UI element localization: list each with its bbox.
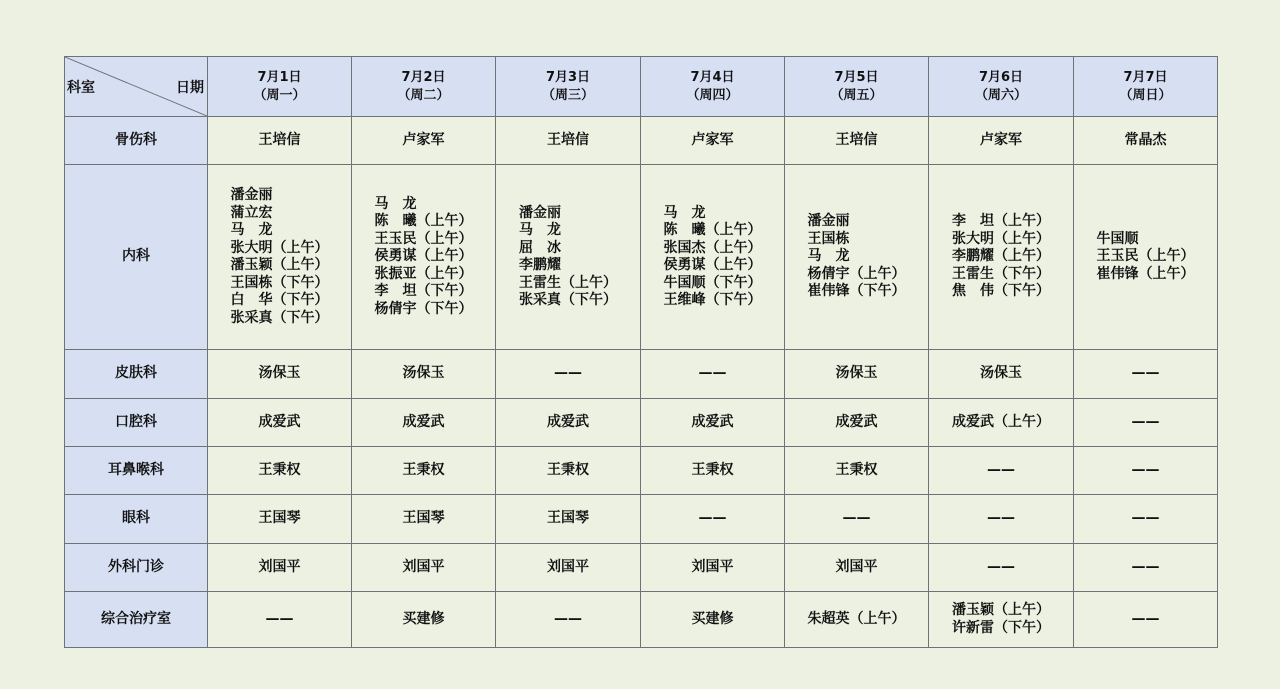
schedule-cell — [496, 544, 641, 592]
schedule-cell — [785, 165, 929, 350]
day-weekday: （周日） — [1119, 87, 1172, 103]
staff-entry: 刘国平 — [547, 558, 589, 575]
schedule-cell — [1074, 117, 1218, 165]
staff-list — [692, 414, 734, 432]
staff-entry: 牛国顺 — [1096, 230, 1139, 247]
schedule-cell — [929, 592, 1074, 648]
staff-entry: 杨倩宇（上午） — [807, 265, 906, 282]
staff-entry: 杨倩宇（下午） — [374, 300, 473, 317]
staff-list — [836, 365, 878, 383]
day-date: 7月4日 — [690, 69, 735, 85]
schedule-cell — [352, 495, 496, 544]
day-weekday: （周二） — [397, 87, 450, 103]
staff-entry: 汤保玉 — [258, 365, 301, 382]
staff-entry: 潘玉颖（上午） — [952, 602, 1050, 618]
table-row — [65, 350, 1218, 399]
staff-entry: 马 龙 — [663, 204, 706, 221]
schedule-cell — [641, 399, 785, 447]
staff-entry: 成爱武 — [258, 413, 301, 430]
staff-entry: 李鹏耀 — [519, 257, 561, 273]
day-date: 7月1日 — [257, 69, 302, 85]
schedule-cell — [929, 447, 1074, 495]
staff-entry: —— — [1131, 610, 1160, 627]
staff-list — [519, 205, 617, 310]
day-header-3 — [496, 57, 641, 117]
schedule-cell — [641, 447, 785, 495]
staff-entry: 马 龙 — [807, 248, 850, 265]
day-header-7 — [1074, 57, 1218, 117]
staff-list — [987, 559, 1015, 577]
department-name: 外科门诊 — [65, 544, 208, 592]
staff-entry: 王国琴 — [547, 510, 589, 527]
staff-entry: —— — [842, 510, 871, 527]
staff-list — [259, 510, 301, 528]
staff-list — [808, 213, 906, 301]
staff-entry: 屈 冰 — [519, 239, 561, 256]
table-row — [65, 447, 1218, 495]
corner-label-department: 科室 — [67, 80, 95, 96]
staff-list — [375, 196, 473, 319]
staff-list — [547, 414, 589, 432]
staff-list — [808, 611, 906, 629]
staff-entry: 卢家军 — [691, 131, 734, 148]
day-header-5 — [785, 57, 929, 117]
staff-entry: 陈 曦（上午） — [663, 222, 762, 238]
staff-list — [259, 559, 301, 577]
staff-list — [547, 559, 589, 577]
staff-entry: 王国琴 — [258, 510, 301, 527]
table-row — [65, 544, 1218, 592]
staff-entry: —— — [1131, 461, 1160, 478]
staff-list — [692, 559, 734, 577]
staff-entry: 李 坦（上午） — [952, 213, 1050, 230]
schedule-cell — [496, 117, 641, 165]
staff-entry: 白 华（下午） — [230, 292, 329, 308]
header-row — [65, 57, 1218, 117]
staff-list — [266, 611, 294, 629]
staff-list — [699, 365, 727, 383]
staff-list — [403, 559, 445, 577]
staff-entry: 张大明（上午） — [230, 239, 329, 256]
schedule-cell — [785, 592, 929, 648]
staff-entry: 李鹏耀（上午） — [952, 248, 1050, 265]
schedule-cell — [1074, 592, 1218, 648]
schedule-cell — [208, 399, 352, 447]
staff-entry: 王国栋（下午） — [230, 274, 329, 291]
staff-entry: 王雷生（上午） — [519, 274, 617, 291]
staff-entry: 许新雷（下午） — [952, 619, 1050, 636]
staff-list — [259, 132, 301, 150]
table-row — [65, 592, 1218, 648]
staff-entry: 张国杰（上午） — [663, 239, 762, 256]
staff-entry: 潘金丽 — [230, 187, 273, 203]
staff-list — [403, 365, 445, 383]
schedule-cell — [929, 350, 1074, 399]
day-weekday: （周四） — [686, 87, 739, 103]
staff-list — [554, 365, 582, 383]
schedule-cell — [352, 117, 496, 165]
staff-entry: 崔伟锋（上午） — [1096, 265, 1195, 282]
schedule-cell — [208, 350, 352, 399]
department-name: 口腔科 — [65, 399, 208, 447]
schedule-cell — [352, 592, 496, 648]
schedule-cell — [496, 399, 641, 447]
staff-entry: —— — [265, 610, 294, 627]
duty-schedule-table — [64, 56, 1218, 648]
staff-entry: 马 龙 — [230, 222, 273, 238]
staff-entry: 刘国平 — [691, 558, 734, 575]
staff-list — [692, 611, 734, 629]
schedule-cell — [208, 117, 352, 165]
staff-list — [843, 510, 871, 528]
staff-entry: 买建修 — [691, 610, 734, 627]
schedule-cell — [496, 165, 641, 350]
staff-entry: 刘国平 — [402, 558, 445, 575]
staff-entry: 王国琴 — [402, 510, 445, 527]
staff-list — [403, 462, 445, 480]
staff-list — [403, 414, 445, 432]
schedule-cell — [1074, 165, 1218, 350]
staff-entry: 牛国顺（下午） — [663, 274, 762, 291]
schedule-cell — [929, 165, 1074, 350]
staff-list — [231, 187, 329, 327]
staff-entry: 成爱武 — [402, 413, 445, 430]
staff-list — [1132, 559, 1160, 577]
staff-entry: 卢家军 — [402, 131, 445, 148]
staff-entry: 王维峰（下午） — [663, 292, 762, 308]
day-header-6 — [929, 57, 1074, 117]
staff-entry: 崔伟锋（下午） — [807, 283, 906, 300]
staff-entry: 买建修 — [402, 610, 445, 627]
staff-entry: 卢家军 — [980, 131, 1022, 148]
staff-entry: 王玉民（上午） — [374, 230, 473, 247]
staff-entry: 王秉权 — [258, 461, 301, 478]
day-date: 7月2日 — [401, 69, 446, 85]
staff-entry: 马 龙 — [519, 222, 561, 238]
schedule-cell — [496, 495, 641, 544]
table-row — [65, 495, 1218, 544]
staff-entry: 王秉权 — [402, 461, 445, 478]
staff-list — [554, 611, 582, 629]
staff-list — [403, 510, 445, 528]
staff-list — [259, 365, 301, 383]
staff-list — [699, 510, 727, 528]
schedule-cell — [496, 350, 641, 399]
staff-entry: 陈 曦（上午） — [374, 213, 473, 230]
staff-list — [952, 213, 1050, 301]
staff-list — [1132, 611, 1160, 629]
staff-list — [692, 132, 734, 150]
staff-entry: 汤保玉 — [980, 365, 1022, 382]
staff-entry: 王培信 — [547, 131, 589, 148]
staff-list — [403, 132, 445, 150]
day-date: 7月3日 — [545, 69, 591, 85]
schedule-cell — [1074, 495, 1218, 544]
table-row — [65, 117, 1218, 165]
staff-entry: 马 龙 — [374, 195, 417, 212]
staff-list — [259, 462, 301, 480]
staff-entry: 蒲立宏 — [230, 204, 273, 221]
schedule-cell — [208, 165, 352, 350]
staff-entry: —— — [987, 558, 1015, 575]
schedule-cell — [641, 350, 785, 399]
schedule-cell — [785, 117, 929, 165]
staff-list — [836, 414, 878, 432]
staff-entry: 张采真（下午） — [230, 309, 329, 326]
staff-entry: 张采真（下午） — [519, 292, 617, 308]
schedule-cell — [208, 495, 352, 544]
day-header-4 — [641, 57, 785, 117]
schedule-cell — [641, 117, 785, 165]
staff-list — [1132, 414, 1160, 432]
corner-label-date: 日期 — [176, 80, 204, 96]
day-weekday: （周五） — [830, 87, 883, 103]
schedule-cell — [785, 447, 929, 495]
staff-list — [547, 510, 589, 528]
staff-entry: 王玉民（上午） — [1096, 248, 1195, 265]
department-name: 耳鼻喉科 — [65, 447, 208, 495]
department-name: 综合治疗室 — [65, 592, 208, 648]
schedule-cell — [1074, 544, 1218, 592]
department-name: 骨伤科 — [65, 117, 208, 165]
schedule-cell — [641, 544, 785, 592]
staff-entry: 王培信 — [258, 131, 301, 148]
schedule-cell — [785, 399, 929, 447]
staff-list — [547, 132, 589, 150]
schedule-cell — [929, 399, 1074, 447]
staff-list — [836, 132, 878, 150]
staff-entry: 潘玉颖（上午） — [230, 257, 329, 273]
day-date: 7月7日 — [1123, 69, 1168, 85]
table-row — [65, 165, 1218, 350]
department-name: 眼科 — [65, 495, 208, 544]
staff-list — [1132, 510, 1160, 528]
schedule-cell — [785, 350, 929, 399]
department-name: 皮肤科 — [65, 350, 208, 399]
schedule-cell — [352, 544, 496, 592]
department-name: 内科 — [65, 165, 208, 350]
staff-entry: 王培信 — [835, 131, 878, 148]
staff-entry: 张大明（上午） — [952, 230, 1050, 247]
staff-list — [1132, 462, 1160, 480]
staff-list — [987, 462, 1015, 480]
staff-list — [836, 462, 878, 480]
staff-list — [403, 611, 445, 629]
staff-entry: 常晶杰 — [1124, 131, 1167, 148]
schedule-cell — [496, 592, 641, 648]
day-weekday: （周六） — [974, 87, 1027, 103]
staff-list — [547, 462, 589, 480]
staff-entry: —— — [698, 365, 727, 382]
corner-header-cell — [65, 57, 208, 117]
staff-entry: 王秉权 — [835, 461, 878, 478]
staff-list — [952, 602, 1050, 637]
day-weekday: （周一） — [253, 87, 306, 103]
table-row — [65, 399, 1218, 447]
staff-entry: —— — [987, 510, 1015, 527]
staff-entry: 王国栋 — [807, 230, 850, 247]
schedule-cell — [208, 592, 352, 648]
staff-list — [1125, 132, 1167, 150]
staff-entry: 成爱武（上午） — [952, 413, 1050, 430]
staff-entry: —— — [1131, 365, 1160, 382]
staff-entry: 王雷生（下午） — [952, 265, 1050, 282]
schedule-cell — [1074, 399, 1218, 447]
schedule-cell — [929, 117, 1074, 165]
staff-entry: —— — [698, 510, 727, 527]
staff-entry: —— — [1131, 413, 1160, 430]
staff-list — [1097, 231, 1195, 284]
staff-entry: 李 坦（下午） — [374, 283, 473, 300]
staff-entry: —— — [554, 610, 582, 627]
schedule-cell — [208, 544, 352, 592]
staff-entry: 成爱武 — [835, 413, 878, 430]
day-header-1 — [208, 57, 352, 117]
staff-entry: 潘金丽 — [807, 213, 850, 230]
staff-entry: 朱超英（上午） — [807, 610, 906, 627]
schedule-cell — [352, 350, 496, 399]
staff-entry: —— — [987, 461, 1015, 478]
schedule-cell — [641, 495, 785, 544]
schedule-cell — [785, 495, 929, 544]
staff-entry: 焦 伟（下午） — [952, 283, 1050, 300]
staff-entry: 侯勇谋（上午） — [374, 248, 473, 265]
schedule-cell — [929, 495, 1074, 544]
schedule-cell — [641, 592, 785, 648]
staff-entry: 汤保玉 — [835, 365, 878, 382]
staff-entry: 刘国平 — [835, 558, 878, 575]
staff-entry: 侯勇谋（上午） — [663, 257, 762, 273]
staff-entry: 王秉权 — [691, 461, 734, 478]
staff-list — [987, 510, 1015, 528]
staff-entry: —— — [554, 365, 582, 382]
schedule-cell — [352, 399, 496, 447]
staff-entry: 王秉权 — [547, 461, 589, 478]
staff-entry: 张振亚（上午） — [374, 265, 473, 282]
staff-list — [259, 414, 301, 432]
schedule-cell — [929, 544, 1074, 592]
day-header-2 — [352, 57, 496, 117]
staff-list — [980, 132, 1022, 150]
staff-entry: 成爱武 — [547, 413, 589, 430]
schedule-cell — [1074, 447, 1218, 495]
staff-entry: —— — [1131, 558, 1160, 575]
staff-list — [836, 559, 878, 577]
staff-list — [664, 205, 762, 310]
schedule-cell — [352, 165, 496, 350]
schedule-cell — [352, 447, 496, 495]
day-weekday: （周三） — [541, 87, 594, 103]
staff-list — [1132, 365, 1160, 383]
staff-entry: 成爱武 — [691, 413, 734, 430]
staff-list — [952, 414, 1050, 432]
schedule-cell — [496, 447, 641, 495]
staff-entry: 汤保玉 — [402, 365, 445, 382]
schedule-cell — [785, 544, 929, 592]
day-date: 7月5日 — [834, 69, 879, 85]
staff-entry: 刘国平 — [258, 558, 301, 575]
schedule-sheet — [64, 56, 1218, 648]
day-date: 7月6日 — [978, 69, 1024, 85]
staff-entry: 潘金丽 — [519, 204, 561, 221]
schedule-cell — [208, 447, 352, 495]
schedule-body — [65, 117, 1218, 648]
staff-list — [692, 462, 734, 480]
schedule-cell — [1074, 350, 1218, 399]
schedule-cell — [641, 165, 785, 350]
staff-entry: —— — [1131, 510, 1160, 527]
staff-list — [980, 365, 1022, 383]
